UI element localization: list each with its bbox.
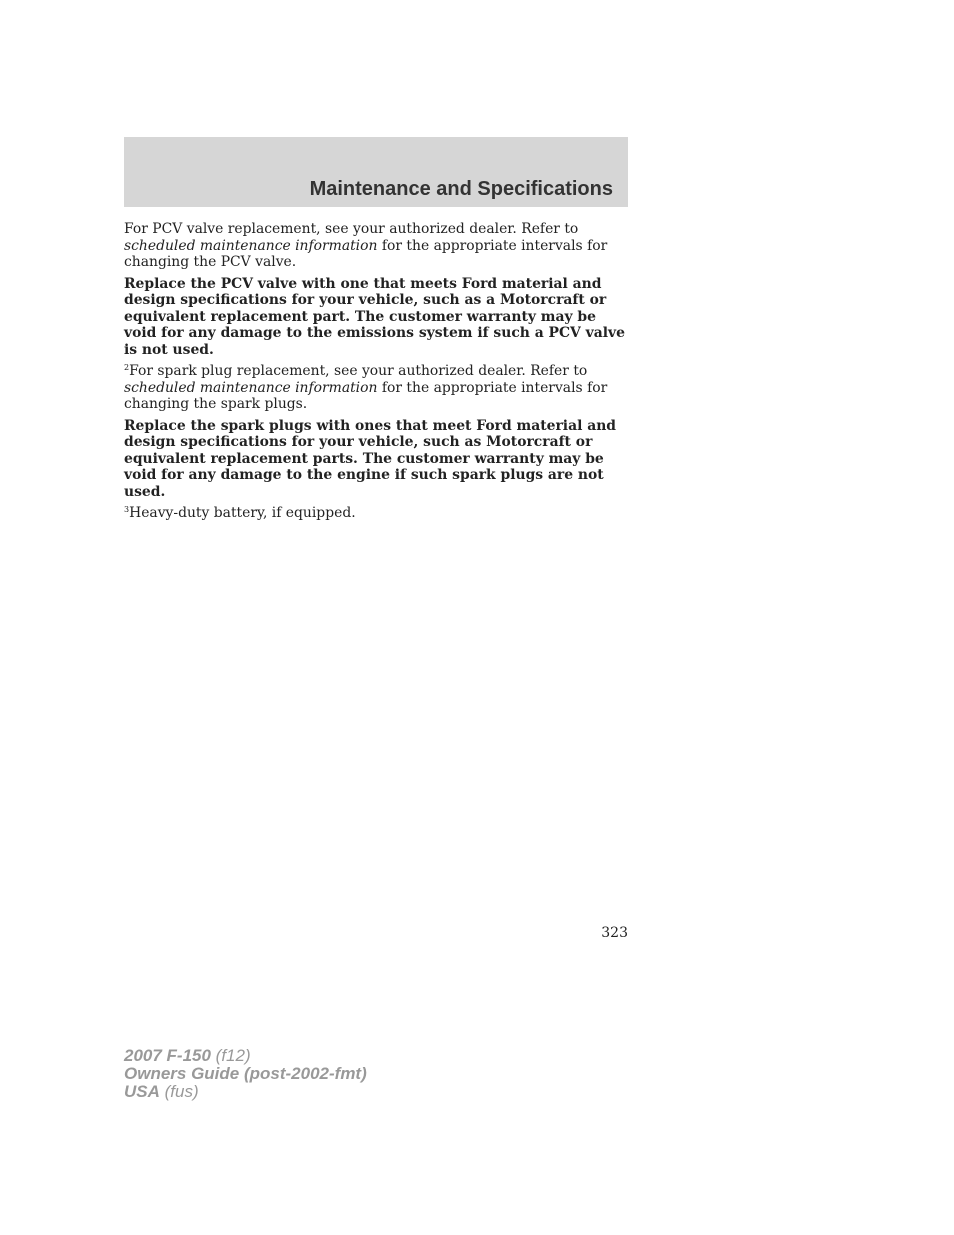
pcv-text-before: For PCV valve replacement, see your authorized dealer. Refer to: [124, 221, 579, 237]
page-number: 323: [601, 925, 628, 941]
footer-model: 2007 F-150: [124, 1046, 211, 1065]
footer-model-code: (f12): [210, 1046, 251, 1065]
spark-plug-warning-paragraph: Replace the spark plugs with ones that meet Ford material and design specifications for your vehicle, such as Motorcraft or equivalent replacement parts. The customer warranty may be void for any damage to the engine if such spark plugs are not used.: [124, 417, 617, 500]
document-footer: [124, 1047, 367, 1101]
footer-line-guide: [124, 1065, 367, 1083]
section-title: Maintenance and Specifications: [309, 178, 613, 200]
spark-text-after: for the appropriate intervals for changing the spark plugs.: [124, 379, 608, 412]
pcv-maintenance-reference: scheduled maintenance information: [124, 237, 378, 254]
battery-footnote-text: Heavy-duty battery, if equipped.: [129, 505, 356, 521]
footer-line-market: [124, 1083, 367, 1101]
spark-text-before: For spark plug replacement, see your authorized dealer. Refer to: [129, 363, 588, 379]
footer-line-model: [124, 1047, 367, 1065]
battery-footnote: [124, 505, 628, 522]
footnote-marker-3: 3: [124, 505, 130, 514]
section-header-band: [124, 137, 628, 207]
pcv-paragraph: [124, 221, 628, 271]
footer-market-code: (fus): [159, 1082, 199, 1101]
footer-guide: Owners Guide (post-2002-fmt): [124, 1064, 367, 1083]
page-content: [124, 221, 628, 527]
pcv-text-after: for the appropriate intervals for changing the PCV valve.: [124, 237, 608, 270]
footer-market: USA: [124, 1082, 160, 1101]
spark-plug-paragraph: [124, 363, 628, 413]
spark-maintenance-reference: scheduled maintenance information: [124, 379, 378, 396]
pcv-warning-paragraph: Replace the PCV valve with one that meets Ford material and design specifications for your vehicle, such as a Motorcraft or equivalent replacement part. The customer warranty may be void for any damage to the emissions system if such a PCV valve is not used.: [124, 275, 625, 358]
footnote-marker-2: 2: [124, 363, 130, 372]
